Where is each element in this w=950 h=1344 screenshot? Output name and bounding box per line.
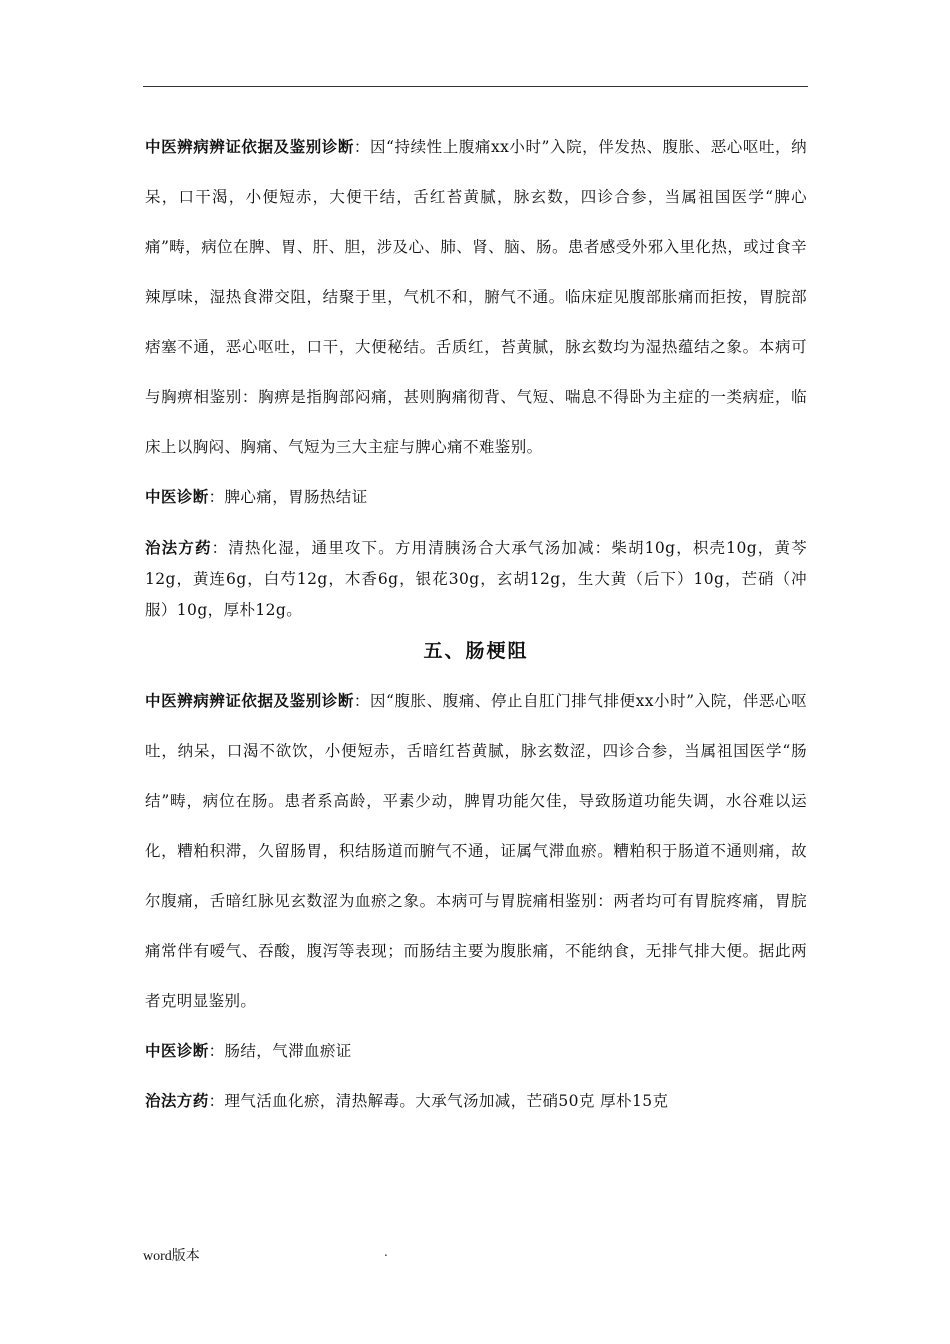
section2-basis-text: ：因“腹胀、腹痛、停止自肛门排气排便xx小时”入院，伴恶心呕吐，纳呆，口渴不欲饮，小便短赤，舌暗红苔黄腻，脉玄数涩，四诊合参，当属祖国医学“肠结”畴，病位在肠。患者系高龄，平素少动，脾胃功能欠佳，导致肠道功能失调，水谷难以运化，糟粕积滞，久留肠胃，积结肠道而腑气不通，证属气滞血瘀。糟粕积于肠道不通则痛，故尔腹痛，舌暗红脉见玄数涩为血瘀之象。本病可与胃脘痛相鉴别：两者均可有胃脘疼痛，胃脘痛常伴有嗳气、吞酸，腹泻等表现；而肠结主要为腹胀痛，不能纳食，无排气排大便。据此两者克明显鉴别。 [145,692,807,1010]
footer-version-label: word版本 [143,1249,200,1264]
section2-basis-label: 中医辨病辨证依据及鉴别诊断 [145,691,354,710]
section2-heading: 五、肠梗阻 [423,640,529,662]
section2-diagnosis-label: 中医诊断 [145,1041,209,1060]
section2-treatment-paragraph [145,1076,807,1126]
section2-diagnosis-paragraph [145,1026,807,1076]
section1-basis-label: 中医辨病辨证依据及鉴别诊断 [145,137,354,156]
section1-treatment-text: ：清热化湿，通里攻下。方用清胰汤合大承气汤加减：柴胡10g，枳壳10g，黄芩12g，黄连6g，白芍12g，木香6g，银花30g，玄胡12g，生大黄（后下）10g，芒硝（冲服）10g，厚朴12g。 [145,539,807,619]
header-rule [143,86,808,87]
section1-diagnosis-paragraph [145,472,807,522]
section1-treatment-label: 治法方药 [145,538,212,557]
section1-diagnosis-text: ：脾心痛，胃肠热结证 [208,488,368,506]
section1-basis-paragraph [145,122,807,472]
footer-dot: . [384,1245,388,1259]
section2-basis-paragraph [145,676,807,1026]
section1-basis-text: ：因“持续性上腹痛xx小时”入院，伴发热、腹胀、恶心呕吐，纳呆，口干渴，小便短赤，大便干结，舌红苔黄腻，脉玄数，四诊合参，当属祖国医学“脾心痛”畴，病位在脾、胃、肝、胆，涉及心、肺、肾、脑、肠。患者感受外邪入里化热，或过食辛辣厚味，湿热食滞交阻，结聚于里，气机不和，腑气不通。临床症见腹部胀痛而拒按，胃脘部痞塞不通，恶心呕吐，口干，大便秘结。舌质红，苔黄腻，脉玄数均为湿热蕴结之象。本病可与胸痹相鉴别：胸痹是指胸部闷痛，甚则胸痛彻背、气短、喘息不得卧为主症的一类病症，临床上以胸闷、胸痛、气短为三大主症与脾心痛不难鉴别。 [145,138,807,456]
section2-treatment-text: ：理气活血化瘀，清热解毒。大承气汤加减，芒硝50克 厚朴15克 [208,1092,669,1110]
document-body [145,122,807,1126]
section1-diagnosis-label: 中医诊断 [145,487,209,506]
section1-treatment-paragraph [145,532,807,626]
section2-diagnosis-text: ：肠结，气滞血瘀证 [208,1042,352,1060]
section2-treatment-label: 治法方药 [145,1091,209,1110]
